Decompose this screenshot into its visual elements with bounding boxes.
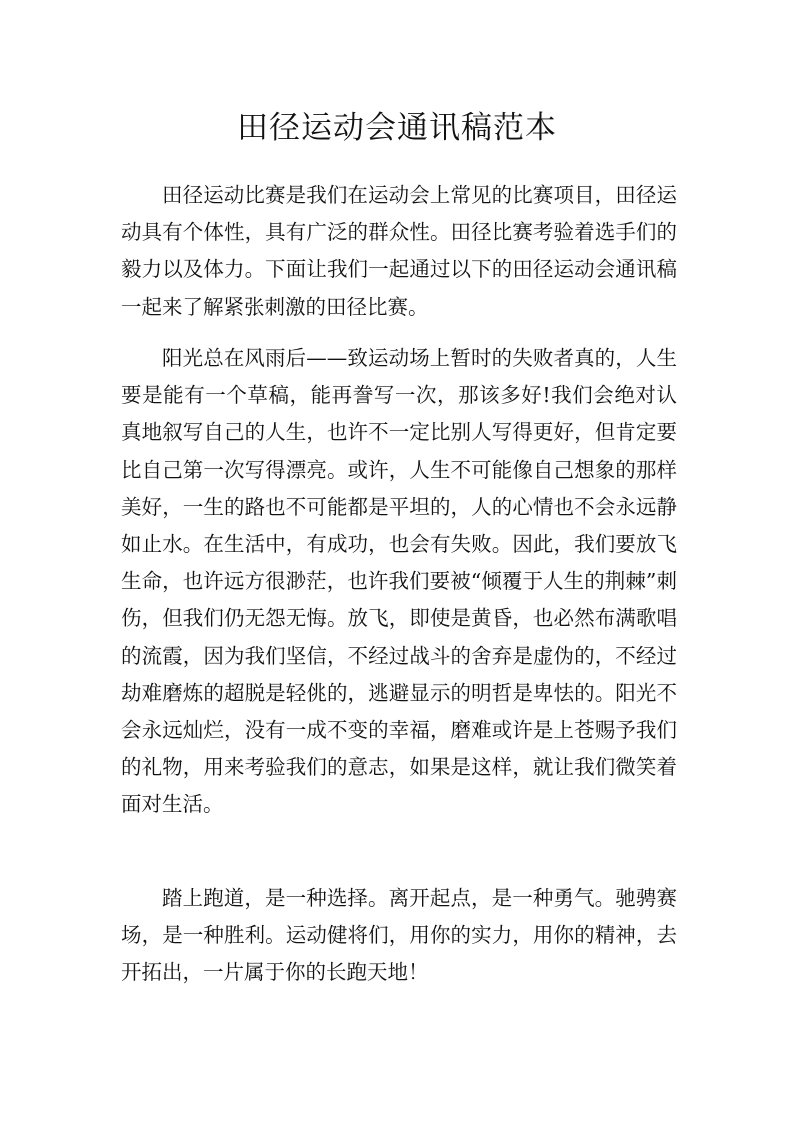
page-title: 田径运动会通讯稿范本 <box>237 110 557 146</box>
paragraph-intro: 田径运动比赛是我们在运动会上常见的比赛项目，田径运动具有个体性，具有广泛的群众性。田径比赛考验着选手们的毅力以及体力。下面让我们一起通过以下的田径运动会通讯稿一起来了解紧张刺激的田径比赛。 <box>121 183 677 319</box>
paragraph-track: 踏上跑道，是一种选择。离开起点，是一种勇气。驰骋赛场，是一种胜利。运动健将们，用你的实力，用你的精神，去开拓出，一片属于你的长跑天地！ <box>121 886 677 985</box>
paragraph-sunshine: 阳光总在风雨后——致运动场上暂时的失败者真的，人生要是能有一个草稿，能再誊写一次，那该多好!我们会绝对认真地叙写自己的人生，也许不一定比别人写得更好，但肯定要比自己第一次写得漂亮。或许，人生不可能像自己想象的那样美好，一生的路也不可能都是平坦的，人的心情也不会永远静如止水。在生活中，有成功，也会有失败。因此，我们要放飞生命，也许远方很渺茫，也许我们要被“倾覆于人生的荆棘”刺伤，但我们仍无怨无悔。放飞，即使是黄昏，也必然布满歌唱的流霞，因为我们坚信，不经过战斗的舍弃是虚伪的，不经过劫难磨炼的超脱是轻佻的，逃避显示的明哲是卑怯的。阳光不会永远灿烂，没有一成不变的幸福，磨难或许是上苍赐予我们的礼物，用来考验我们的意志，如果是这样，就让我们微笑着面对生活。 <box>121 346 677 817</box>
